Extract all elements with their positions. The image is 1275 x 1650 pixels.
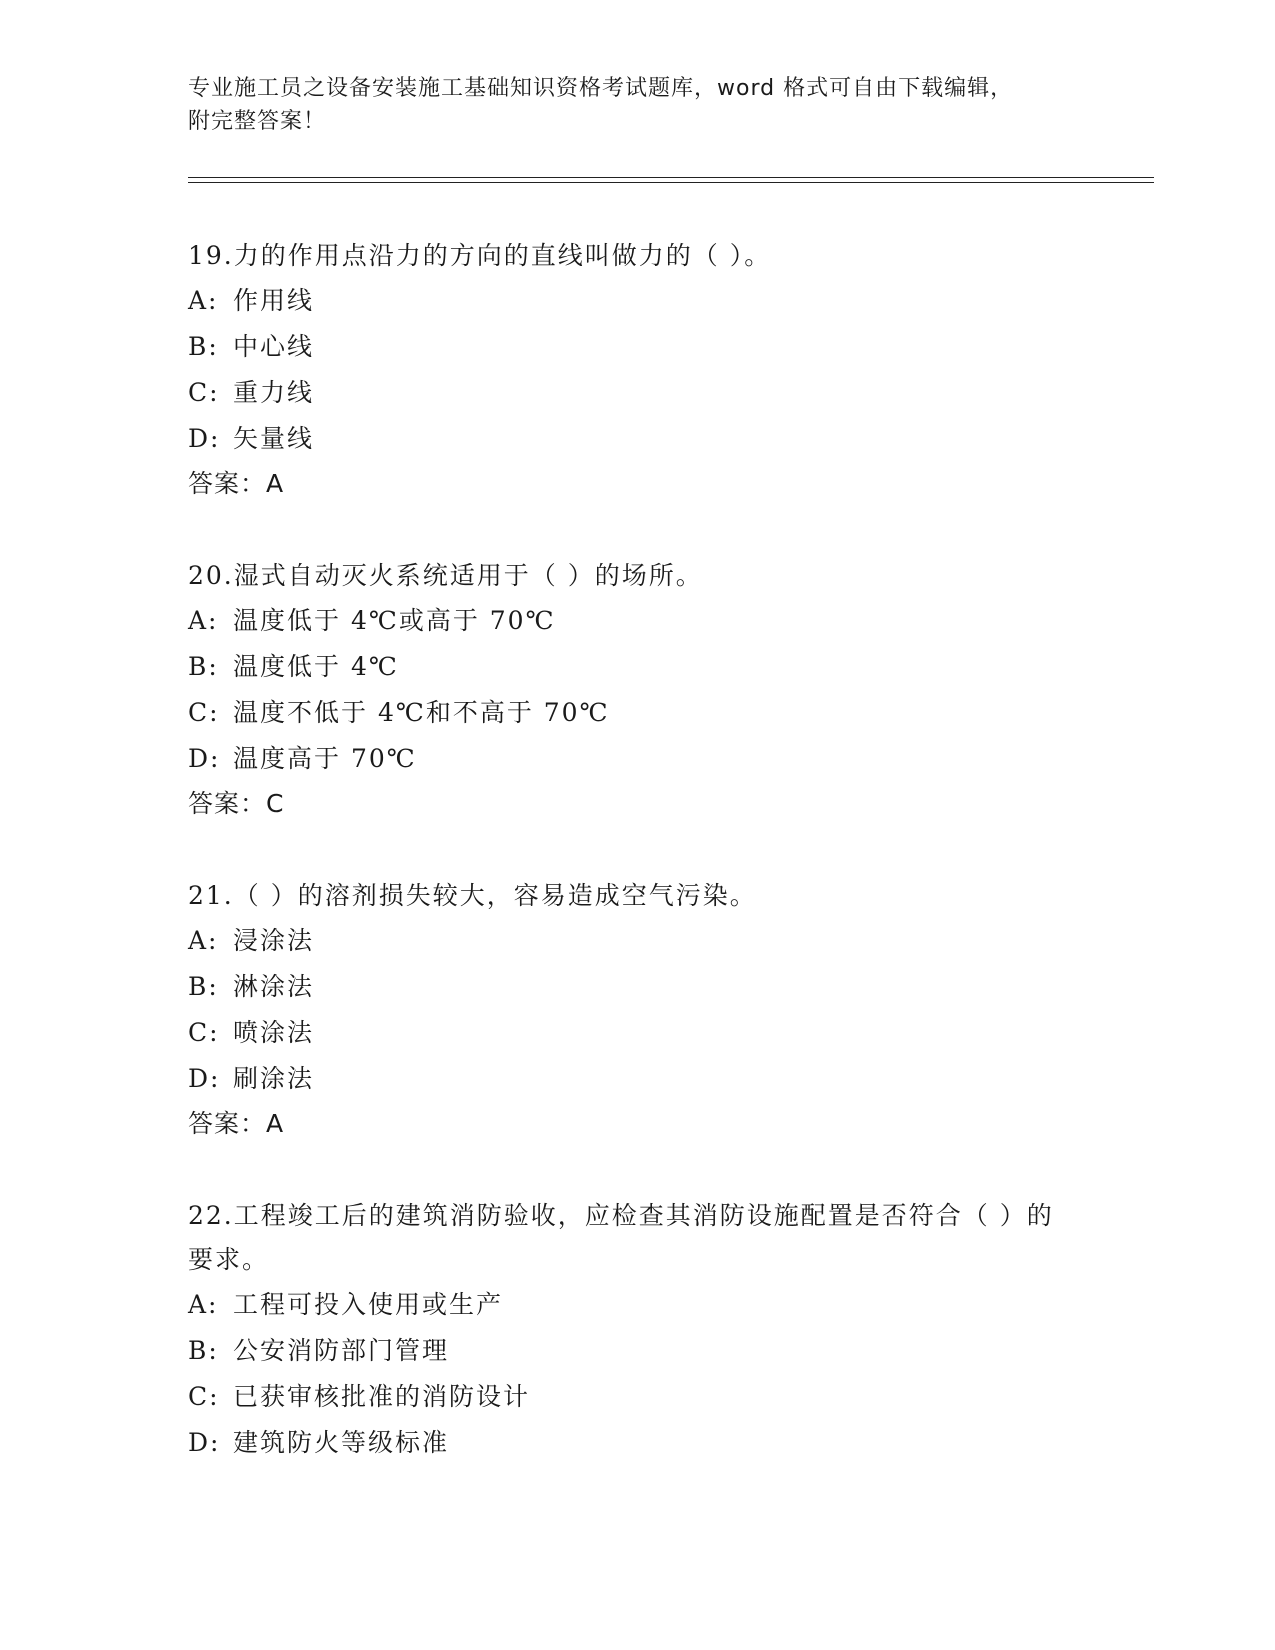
option-key: D: [188,1064,221,1093]
option-a [188,598,1068,644]
option-key: B: [188,1336,219,1365]
option-key: B: [188,332,219,361]
option-key: D: [188,1428,221,1457]
answer: 答案：A [188,469,285,498]
option-c [188,1010,1068,1056]
option-key: A: [188,286,219,315]
option-key: C: [188,378,220,407]
option-d [188,1056,1068,1102]
option-text: 矢量线 [233,424,315,453]
option-text: 温度低于 4℃ [233,652,399,681]
option-text: 温度高于 70℃ [233,744,417,773]
option-b [188,964,1068,1010]
option-text: 重力线 [233,378,315,407]
option-b [188,644,1068,690]
option-d [188,736,1068,782]
option-text: 浸涂法 [233,926,315,955]
question-20 [188,554,1068,826]
option-a [188,918,1068,964]
option-d [188,416,1068,462]
option-d [188,1420,1068,1466]
option-text: 已获审核批准的消防设计 [233,1382,531,1411]
option-b [188,1328,1068,1374]
header-line-2: 附完整答案！ [188,109,327,134]
option-text: 中心线 [233,332,315,361]
question-22 [188,1194,1068,1466]
answer: 答案：A [188,1109,285,1138]
document-header [188,72,1088,138]
option-key: D: [188,424,221,453]
option-key: D: [188,744,221,773]
option-c [188,690,1068,736]
question-stem: 20.湿式自动灭火系统适用于（ ）的场所。 [188,561,703,590]
header-line-1: 专业施工员之设备安装施工基础知识资格考试题库，word 格式可自由下载编辑， [188,76,1014,101]
question-stem: 22.工程竣工后的建筑消防验收，应检查其消防设施配置是否符合（ ）的要求。 [188,1201,1054,1274]
option-text: 建筑防火等级标准 [233,1428,450,1457]
option-key: B: [188,972,219,1001]
option-text: 公安消防部门管理 [233,1336,450,1365]
option-key: A: [188,606,219,635]
option-text: 温度不低于 4℃和不高于 70℃ [233,698,610,727]
option-text: 刷涂法 [233,1064,315,1093]
option-key: A: [188,926,219,955]
question-stem: 19.力的作用点沿力的方向的直线叫做力的（ ）。 [188,241,772,270]
option-key: A: [188,1290,219,1319]
question-21 [188,874,1068,1146]
option-text: 温度低于 4℃或高于 70℃ [233,606,556,635]
option-text: 淋涂法 [233,972,315,1001]
question-stem: 21.（ ）的溶剂损失较大，容易造成空气污染。 [188,881,757,910]
option-key: C: [188,1018,220,1047]
header-divider-bottom [188,182,1154,183]
question-19 [188,234,1068,506]
option-c [188,1374,1068,1420]
option-text: 喷涂法 [233,1018,315,1047]
option-b [188,324,1068,370]
option-text: 作用线 [233,286,315,315]
option-c [188,370,1068,416]
option-key: C: [188,698,220,727]
answer: 答案：C [188,789,285,818]
option-key: C: [188,1382,220,1411]
option-a [188,278,1068,324]
option-text: 工程可投入使用或生产 [233,1290,504,1319]
option-a [188,1282,1068,1328]
option-key: B: [188,652,219,681]
header-divider-top [188,177,1154,178]
